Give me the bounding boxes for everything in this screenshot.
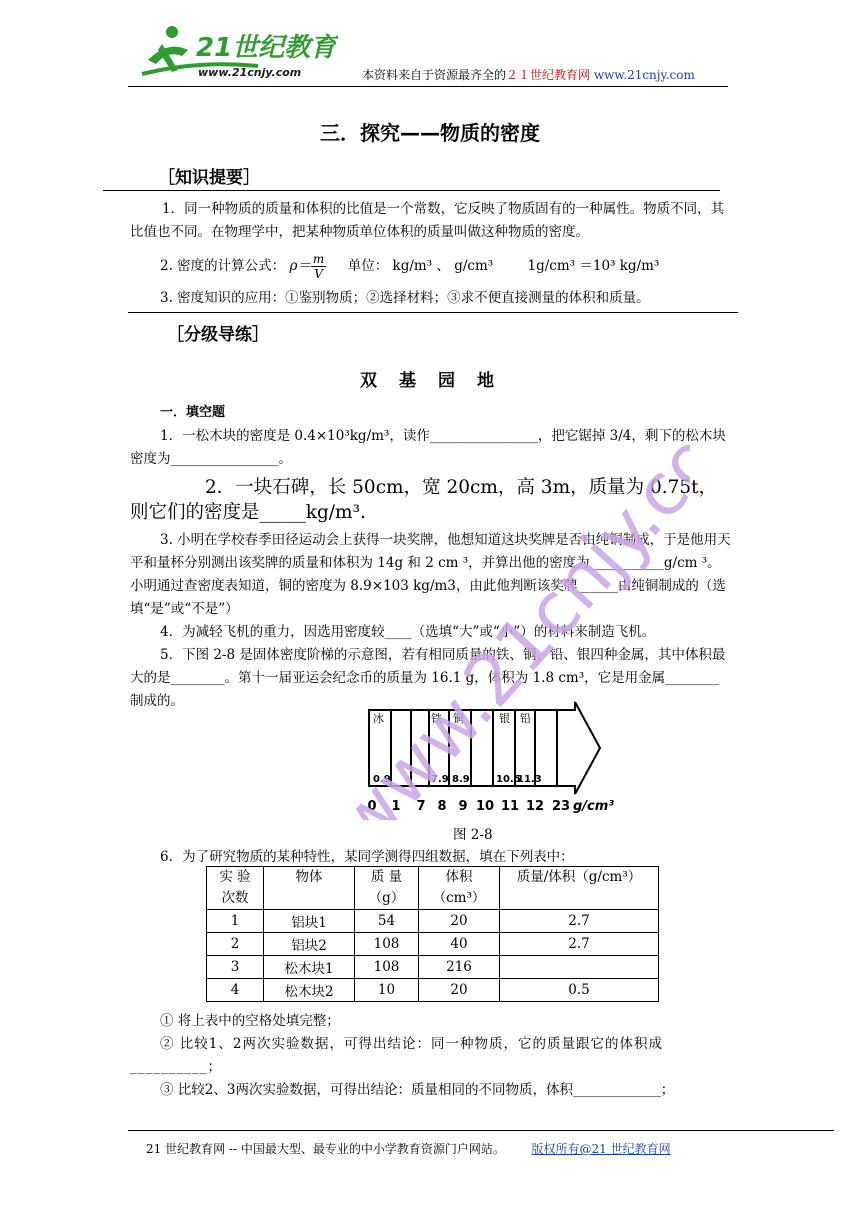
footer xyxy=(146,1140,671,1157)
ladder-axis-label: 10 xyxy=(475,799,495,814)
knowledge-heading: ［知识提要］ xyxy=(158,168,260,188)
logo-text: 21世纪教育 xyxy=(196,33,337,63)
knowledge-bottom-divider xyxy=(128,312,738,313)
table-cell: 54 xyxy=(355,910,419,933)
table-cell: 216 xyxy=(419,956,500,979)
table-cell xyxy=(500,956,659,979)
table-cell: 108 xyxy=(355,956,419,979)
knowledge-item-2-conversion: 1g/cm³ ＝10³ kg/m³ xyxy=(527,258,660,274)
header-note-site[interactable]: ２１世纪教育网 xyxy=(506,68,591,82)
table-header-cell: 实 验 次数 xyxy=(207,867,264,910)
table-cell: 3 xyxy=(207,956,264,979)
table-cell: 2 xyxy=(207,933,264,956)
table-row xyxy=(207,956,659,979)
table-header-cell: 质量/体积（g/cm³） xyxy=(500,867,659,910)
formula-denominator: V xyxy=(314,267,323,281)
table-header-cell: 物体 xyxy=(264,867,355,910)
table-cell: 1 xyxy=(207,910,264,933)
table-row xyxy=(207,979,659,1002)
ladder-axis-label: 8 xyxy=(437,799,447,814)
sub-question-3: ③ 比较2、3两次实验数据，可得出结论：质量相同的不同物质，体积_____________； xyxy=(160,1082,675,1098)
table-cell: 松木块2 xyxy=(264,979,355,1002)
table-cell: 松木块1 xyxy=(264,956,355,979)
ladder-density-label: 8.9 xyxy=(452,774,470,785)
ladder-axis-label: 7 xyxy=(416,799,426,814)
table-cell: 2.7 xyxy=(500,910,659,933)
ladder-axis-label: 23 xyxy=(551,799,571,814)
table-row xyxy=(207,933,659,956)
table-header-row xyxy=(207,867,659,910)
copyright-link[interactable]: 版权所有@21 世纪教育网 xyxy=(531,1142,671,1156)
site-logo[interactable] xyxy=(138,20,338,82)
question-2: 2．一块石碑，长 50cm，宽 20cm，高 3m，质量为 0.75t，则它们的密度是_____kg/m³. xyxy=(130,477,718,523)
question-6: 6．为了研究物质的某种特性，某同学测得四组数据，填在下列表中： xyxy=(160,849,574,865)
ladder-density-label: 11.3 xyxy=(517,774,542,785)
footer-text: 21 世纪教育网 -- 中国最大型、最专业的中小学教育资源门户网站。 xyxy=(146,1142,505,1156)
formula-rho: ρ＝ xyxy=(289,258,311,274)
table-cell: 0.5 xyxy=(500,979,659,1002)
ladder-axis-label: 12 xyxy=(525,799,545,814)
density-ladder-figure xyxy=(365,698,645,820)
density-ladder-svg xyxy=(365,698,645,820)
question-3: 3. 小明在学校春季田径运动会上获得一块奖牌，他想知道这块奖牌是否由纯铜制成，于是他用天平和量杯分别测出该奖牌的质量和体积为 14g 和 2 cm ³，并算出他的密度为___________g/cm ³。小明通过查密度表知道，铜的密度为 8.9×103 kg/m3，由此他判断该奖牌______由纯铜制成的（选填“是”或“不是”） xyxy=(130,532,731,617)
knowledge-item-3: 3. 密度知识的应用：①鉴别物质；②选择材料；③求不便直接测量的体积和质量。 xyxy=(160,290,650,306)
header-divider xyxy=(128,86,728,87)
question-5: 5．下图 2-8 是固体密度阶梯的示意图，若有相同质量的铁、铜、铅、银四种金属，其中体积最大的是________。第十一届亚运会纪念币的质量为 16.1 g，体积为 1.8 cm³，它是用金属________制成的。 xyxy=(130,647,726,709)
ladder-material-label: 银 xyxy=(499,712,510,725)
practice-heading: ［分级导练］ xyxy=(167,325,269,345)
header-note-prefix: 本资料来自于资源最齐全的 xyxy=(362,68,507,82)
table-cell: 108 xyxy=(355,933,419,956)
formula-numerator: m xyxy=(312,252,325,266)
watermark-text: www.21cnjy.com xyxy=(318,400,690,820)
question-4: 4．为减轻飞机的重力，因选用密度较____（选填“大”或“小”）的材料来制造飞机。 xyxy=(160,624,656,640)
ladder-axis-label: 9 xyxy=(458,799,468,814)
ladder-material-label: 铜 xyxy=(453,712,464,725)
knowledge-item-2 xyxy=(160,252,740,281)
table-row xyxy=(207,910,659,933)
table-cell: 铝块1 xyxy=(264,910,355,933)
ladder-axis-label: 0 xyxy=(367,799,377,814)
table-cell: 20 xyxy=(419,910,500,933)
ladder-unit-label: g/cm³ xyxy=(573,799,614,814)
header-note-url[interactable]: www.21cnjy.com xyxy=(593,68,695,82)
question-1: 1．一松木块的密度是 0.4×10³kg/m³，读作________________，把它锯掉 3/4，剩下的松木块密度为________________。 xyxy=(130,428,726,467)
knowledge-item-1: 1．同一种物质的质量和体积的比值是一个常数，它反映了物质固有的一种属性。物质不同，其比值也不同。在物理学中，把某种物质单位体积的质量叫做这种物质的密度。 xyxy=(130,201,725,240)
table-cell: 4 xyxy=(207,979,264,1002)
table-cell: 40 xyxy=(419,933,500,956)
practice-subheading: 双基园地 xyxy=(360,371,516,391)
ladder-material-label: 铅 xyxy=(520,712,531,725)
sub-question-2: ② 比较1、2两次实验数据，可得出结论：同一种物质，它的质量跟它的体积成__________； xyxy=(130,1036,663,1075)
knowledge-item-2-units: 单位： kg/m³ 、 g/cm³ xyxy=(347,258,494,274)
sub-question-1: ① 将上表中的空格处填完整； xyxy=(160,1013,340,1029)
fill-blank-heading: 一．填空题 xyxy=(160,405,226,420)
ladder-axis-label: 1 xyxy=(391,799,401,814)
ladder-density-label: 10.5 xyxy=(496,774,521,785)
table-header-cell: 体积 （cm³） xyxy=(419,867,500,910)
ladder-density-label: 0.9 xyxy=(373,774,391,785)
knowledge-top-divider xyxy=(103,190,720,191)
figure-caption: 图 2-8 xyxy=(453,827,493,843)
ladder-density-label: 7.9 xyxy=(431,774,449,785)
table-cell: 2.7 xyxy=(500,933,659,956)
knowledge-item-2-prefix: 2. 密度的计算公式： xyxy=(160,258,286,274)
data-table-wrap xyxy=(206,866,659,1002)
page-title: 三．探究——物质的密度 xyxy=(320,121,540,145)
density-formula xyxy=(289,252,326,281)
logo-url: www.21cnjy.com xyxy=(198,66,302,79)
table-header-cell: 质 量 （g） xyxy=(355,867,419,910)
table-cell: 20 xyxy=(419,979,500,1002)
table-cell: 10 xyxy=(355,979,419,1002)
header-note xyxy=(362,66,695,83)
footer-divider xyxy=(128,1130,834,1131)
ladder-axis-label: 11 xyxy=(500,799,520,814)
data-table xyxy=(206,866,659,1002)
ladder-material-label: 铁 xyxy=(431,712,442,725)
table-cell: 铝块2 xyxy=(264,933,355,956)
ladder-material-label: 冰 xyxy=(373,712,384,725)
